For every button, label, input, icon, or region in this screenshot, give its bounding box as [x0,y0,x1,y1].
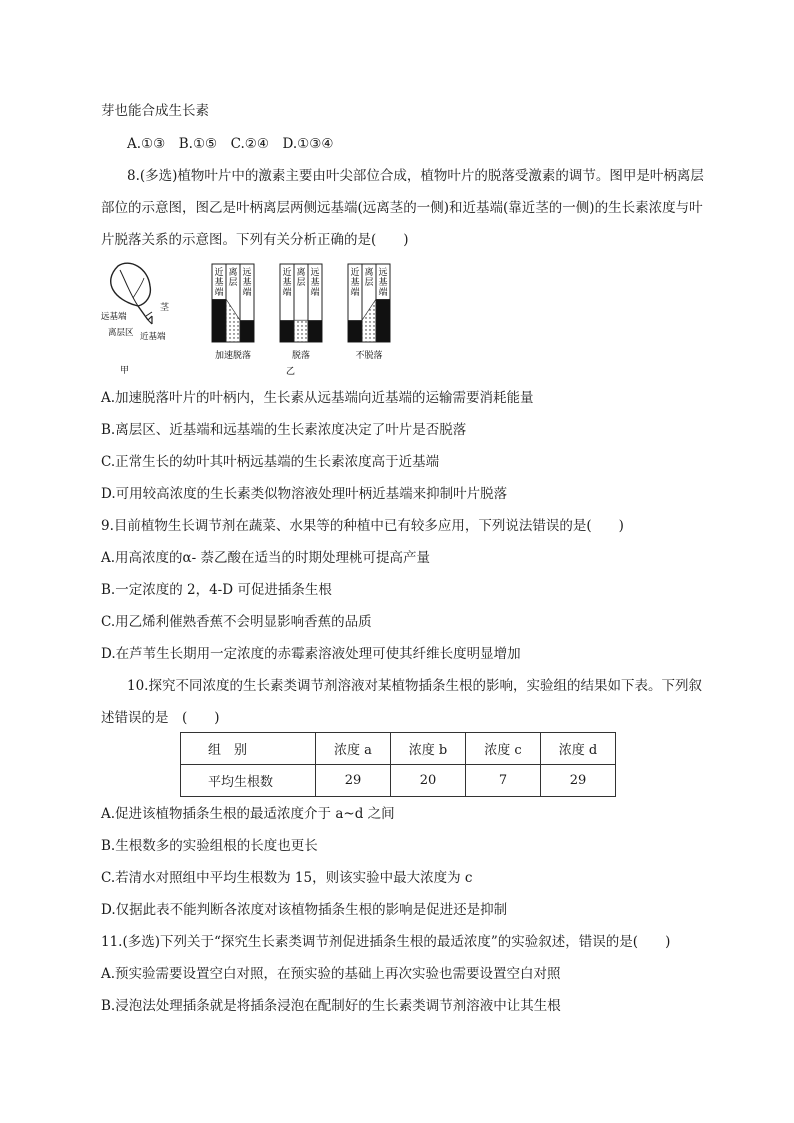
far-end-bar [308,320,322,342]
abscission-mark [146,312,152,316]
q10-option-b: B.生根数多的实验组根的长度也更长 [101,838,318,854]
near-end-bar [212,299,226,342]
label-layer-char: 层 [364,278,374,288]
label-layer-char: 层 [296,278,306,288]
far-end-bar [240,320,254,342]
label-far-char: 基 [378,278,388,288]
table-header-row [181,733,616,765]
caption-jia: 甲 [120,366,130,376]
q11-stem: 11.(多选)下列关于“探究生长素类调节剂促进插条生根的最适浓度”的实验叙述，错误的是( ) [101,934,671,950]
label-far-char: 远 [242,268,252,278]
label-far-char: 端 [242,288,252,298]
leaf-outline [111,263,151,306]
q9-option-c: C.用乙烯利催熟香蕉不会明显影响香蕉的品质 [101,614,372,630]
label-far-char: 远 [310,268,320,278]
table-cell-c: 7 [466,765,541,797]
near-end-bar [280,320,294,342]
q9-stem: 9.目前植物生长调节剂在蔬菜、水果等的种植中已有较多应用，下列说法错误的是( ) [101,518,624,534]
table-cell-b: 20 [391,765,466,797]
q10-stem: 10.探究不同浓度的生长素类调节剂溶液对某植物插条生根的影响，实验组的结果如下表。下列叙述错误的是 ( ) [101,678,702,726]
bar-group-3 [348,264,390,361]
label-far-char: 端 [310,288,320,298]
label-near-char: 端 [214,288,224,298]
q10-option-d: D.仅据此表不能判断各浓度对该植物插条生根的影响是促进还是抑制 [101,902,508,918]
petiole [138,306,148,320]
figure-yi [212,264,390,361]
label-far-char: 基 [242,278,252,288]
q10-option-a: A.促进该植物插条生根的最适浓度介于 a~d 之间 [101,806,395,822]
bar-group-2 [280,264,322,361]
table-col-c: 浓度 c [466,733,541,765]
leaf-vein-right [133,278,144,298]
q8-option-a: A.加速脱落叶片的叶柄内，生长素从远基端向近基端的运输需要消耗能量 [101,390,534,406]
label-near-char: 近 [214,268,224,278]
table-cell-a: 29 [316,765,391,797]
table-header-group: 组 别 [181,733,316,765]
label-far-char: 端 [378,288,388,298]
q7-stem-tail: 芽也能合成生长素 [101,103,209,119]
q8-option-b: B.离层区、近基端和远基端的生长素浓度决定了叶片是否脱落 [101,422,467,438]
label-far-end: 远基端 [101,312,127,322]
table-row-label: 平均生根数 [181,765,316,797]
q8-stem: 8.(多选)植物叶片中的激素主要由叶尖部位合成，植物叶片的脱落受激素的调节。图甲是叶柄离层部位的示意图，图乙是叶柄离层两侧远基端(远离茎的一侧)和近基端(靠近茎的一侧)的生长素浓度与叶片脱落关系的示意图。下列有关分析正确的是( ) [101,168,704,248]
label-layer-char: 离 [296,268,306,278]
layer-concentration [226,299,240,342]
label-near-char: 近 [350,268,360,278]
label-far-char: 远 [378,268,388,278]
group-caption: 脱落 [291,351,311,361]
label-stem: 茎 [160,303,170,313]
q8-option-d: D.可用较高浓度的生长素类似物溶液处理叶柄近基端来抑制叶片脱落 [101,486,508,502]
label-near-char: 基 [282,278,292,288]
label-near-end: 近基端 [140,332,166,342]
stem-line [148,316,152,324]
label-near-char: 基 [214,278,224,288]
label-layer-char: 离 [228,268,238,278]
table-col-d: 浓度 d [541,733,616,765]
table-row [181,765,616,797]
label-near-char: 端 [350,288,360,298]
q8-figure [100,260,400,380]
label-near-char: 近 [282,268,292,278]
q9-option-d: D.在芦苇生长期用一定浓度的赤霉素溶液处理可使其纤维长度明显增加 [101,646,521,662]
group-caption: 加速脱落 [214,351,252,361]
caption-yi: 乙 [286,367,296,377]
table-col-b: 浓度 b [391,733,466,765]
layer-concentration [294,320,308,342]
label-abscission-zone: 离层区 [108,328,134,338]
label-near-char: 基 [350,278,360,288]
label-near-char: 端 [282,288,292,298]
q9-option-a: A.用高浓度的α- 萘乙酸在适当的时期处理桃可提高产量 [101,550,431,566]
table-col-a: 浓度 a [316,733,391,765]
q11-option-b: B.浸泡法处理插条就是将插条浸泡在配制好的生长素类调节剂溶液中让其生根 [101,998,561,1014]
label-layer-char: 层 [228,278,238,288]
q11-option-a: A.预实验需要设置空白对照，在预实验的基础上再次实验也需要设置空白对照 [101,966,561,982]
figure-jia [101,263,170,376]
layer-concentration [362,299,376,342]
label-far-char: 基 [310,278,320,288]
q10-results-table [180,732,616,797]
far-end-bar [376,299,390,342]
q8-option-c: C.正常生长的幼叶其叶柄远基端的生长素浓度高于近基端 [101,454,440,470]
near-end-bar [348,320,362,342]
label-layer-char: 离 [364,268,374,278]
bar-group-1 [212,264,254,361]
q9-option-b: B.一定浓度的 2，4-D 可促进插条生根 [101,582,332,598]
group-caption: 不脱落 [355,351,383,361]
q10-option-c: C.若清水对照组中平均生根数为 15，则该实验中最大浓度为 c [101,870,473,886]
q7-options: A.①③ B.①⑤ C.②④ D.①③④ [127,136,334,152]
table-cell-d: 29 [541,765,616,797]
